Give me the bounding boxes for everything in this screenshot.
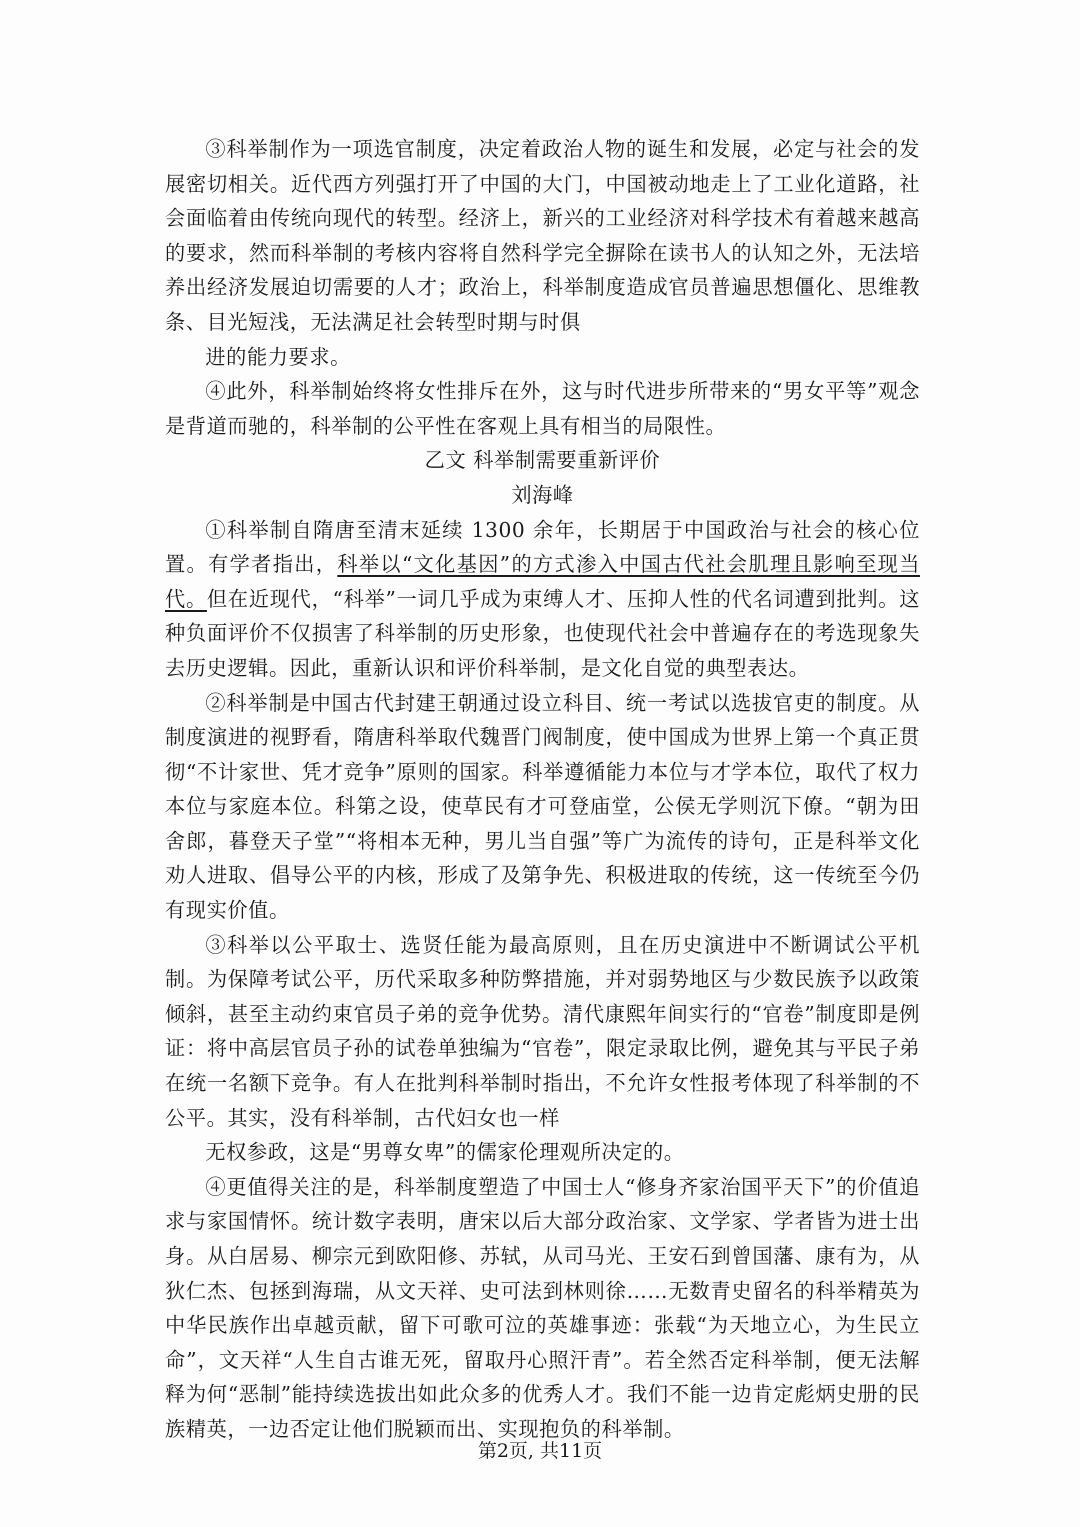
page-number: 第2页, 共11页 xyxy=(477,1440,603,1462)
article-b-paragraph-1 xyxy=(165,513,920,686)
article-b-title: 乙文 科举制需要重新评价 xyxy=(424,448,661,473)
article-b-paragraph-2: ②科举制是中国古代封建王朝通过设立科目、统一考试以选拔官吏的制度。从制度演进的视野看，隋唐科举取代魏晋门阀制度，使中国成为世界上第一个真正贯彻“不计家世、凭才竞争”原则的国家。科举遵循能力本位与才学本位，取代了权力本位与家庭本位。科第之设，使草民有才可登庙堂，公侯无学则沉下僚。“朝为田舍郎，暮登天子堂”“将相本无种，男儿当自强”等广为流传的诗句，正是科举文化劝人进取、倡导公平的内核，形成了及第争先、积极进取的传统，这一传统至今仍有现实价值。 xyxy=(165,690,920,923)
article-b-paragraph-3: ③科举以公平取士、选贤任能为最高原则，且在历史演进中不断调试公平机制。为保障考试公平，历代采取多种防弊措施，并对弱势地区与少数民族予以政策倾斜，甚至主动约束官员子弟的竞争优势。清代康熙年间实行的“官卷”制度即是例证：将中高层官员子孙的试卷单独编为“官卷”，限定录取比例，避免其与平民子弟在统一名额下竞争。有人在批判科举制时指出，不允许女性报考体现了科举制的不公平。其实，没有科举制，古代妇女也一样 xyxy=(165,932,920,1130)
article-b-author: 刘海峰 xyxy=(511,482,574,507)
document-body xyxy=(165,132,920,1447)
underlined-sentence: 科举以“文化基因”的方式渗入中国古代社会肌理且影响至现当代。 xyxy=(165,552,920,611)
article-b-paragraph-1-start: ①科举制自隋唐至清末延续 1300 余年，长期居于中国政治与社会的核心位置。有学者指出， xyxy=(165,517,920,577)
article-a-paragraph-3: ③科举制作为一项选官制度，决定着政治人物的诞生和发展，必定与社会的发展密切相关。近代西方列强打开了中国的大门，中国被动地走上了工业化道路，社会面临着由传统向现代的转型。经济上，新兴的工业经济对科学技术有着越来越高的要求，然而科举制的考核内容将自然科学完全摒除在读书人的认知之外，无法培养出经济发展迫切需要的人才；政治上，科举制度造成官员普遍思想僵化、思维教条、目光短浅，无法满足社会转型时期与时俱 xyxy=(165,137,920,334)
article-b-paragraph-4: ④更值得关注的是，科举制度塑造了中国士人“修身齐家治国平天下”的价值追求与家国情怀。统计数字表明，唐宋以后大部分政治家、文学家、学者皆为进士出身。从白居易、柳宗元到欧阳修、苏轼，从司马光、王安石到曾国藩、康有为，从狄仁杰、包拯到海瑞，从文天祥、史可法到林则徐……无数青史留名的科举精英为中华民族作出卓越贡献，留下可歌可泣的英雄事迹：张载“为天地立心，为生民立命”，文天祥“人生自古谁无死，留取丹心照汗青”。若全然否定科举制，便无法解释为何“恶制”能持续选拔出如此众多的优秀人才。我们不能一边肯定彪炳史册的民族精英，一边否定让他们脱颖而出、实现抱负的科举制。 xyxy=(165,1174,920,1441)
article-b-paragraph-1-end: 但在近现代，“科举”一词几乎成为束缚人才、压抑人性的代名词遭到批判。这种负面评价不仅损害了科举制的历史形象，也使现代社会中普遍存在的考选现象失去历史逻辑。因此，重新认识和评价科举制，是文化自觉的典型表达。 xyxy=(165,586,920,680)
article-a-paragraph-3-continued: 进的能力要求。 xyxy=(205,344,351,369)
article-a-paragraph-4: ④此外，科举制始终将女性排斥在外，这与时代进步所带来的“男女平等”观念是背道而驰的，科举制的公平性在客观上具有相当的局限性。 xyxy=(165,379,920,438)
article-b-paragraph-3-continued: 无权参政，这是“男尊女卑”的儒家伦理观所决定的。 xyxy=(205,1140,685,1165)
